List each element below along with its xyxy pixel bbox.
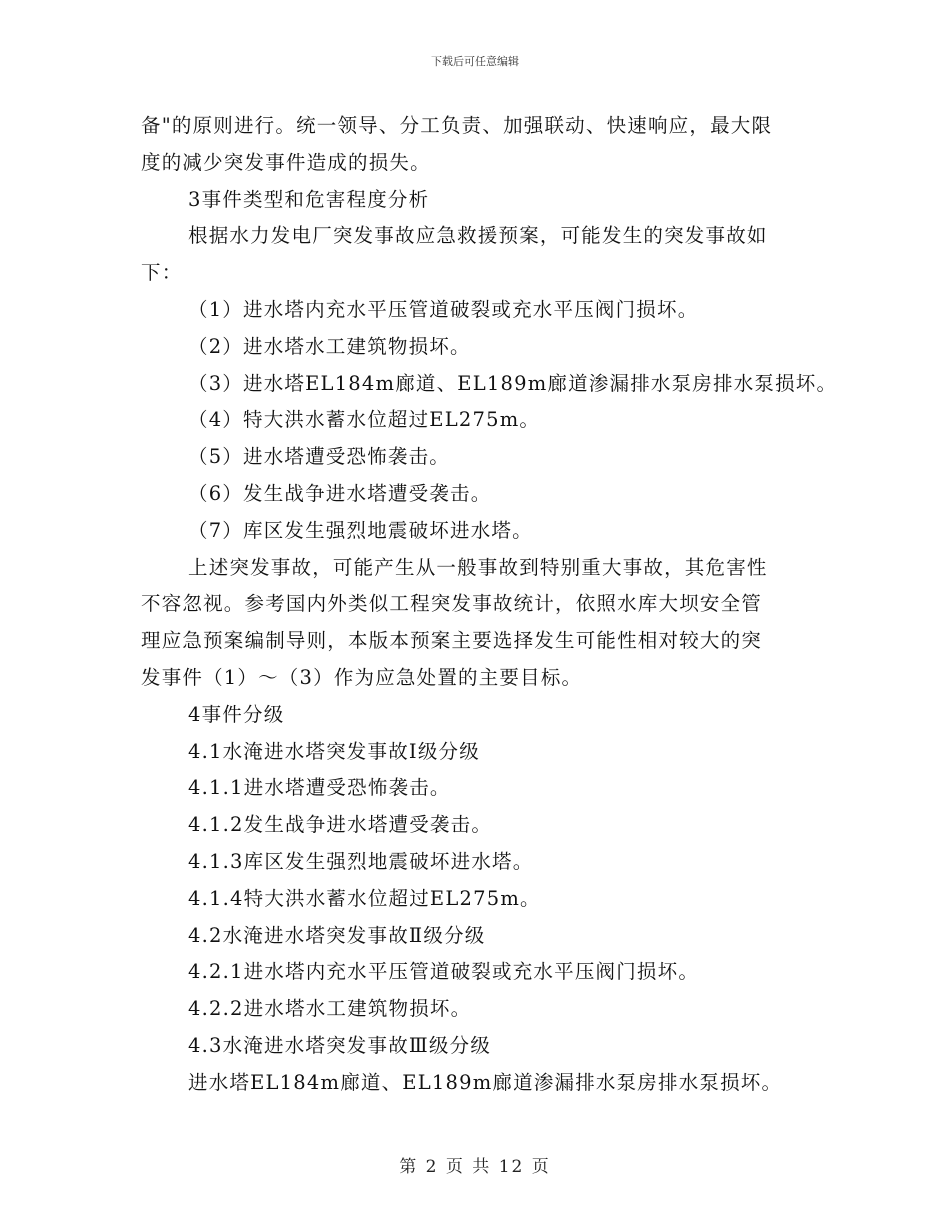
body-line: 理应急预案编制导则，本版本预案主要选择发生可能性相对较大的突 bbox=[141, 629, 763, 653]
subsection-item: 4.1.1进水塔遭受恐怖袭击。 bbox=[188, 776, 451, 800]
body-line: 备"的原则进行。统一领导、分工负责、加强联动、快速响应，最大限 bbox=[141, 114, 773, 137]
body-line: 上述突发事故，可能产生从一般事故到特别重大事故，其危害性 bbox=[188, 555, 768, 579]
section-heading: 4事件分级 bbox=[188, 702, 285, 726]
subsection-item: 4.1.4特大洪水蓄水位超过EL275m。 bbox=[188, 886, 541, 910]
subsection-item: 4.2.2进水塔水工建筑物损坏。 bbox=[188, 997, 472, 1021]
body-line: 下： bbox=[141, 261, 183, 285]
list-item: （3）进水塔EL184m廊道、EL189m廊道渗漏排水泵房排水泵损坏。 bbox=[188, 371, 838, 395]
section-heading: 3事件类型和危害程度分析 bbox=[188, 187, 430, 211]
subsection-heading: 4.1水淹进水塔突发事故Ⅰ级分级 bbox=[188, 739, 480, 763]
body-line: 发事件（1）～（3）作为应急处置的主要目标。 bbox=[141, 665, 583, 689]
list-item: （2）进水塔水工建筑物损坏。 bbox=[188, 334, 471, 358]
page-number: 第 2 页 共 12 页 bbox=[399, 1157, 551, 1177]
subsection-item: 4.1.2发生战争进水塔遭受袭击。 bbox=[188, 813, 493, 837]
body-line: 度的减少突发事件造成的损失。 bbox=[141, 150, 431, 174]
subsection-heading: 4.3水淹进水塔突发事故Ⅲ级分级 bbox=[188, 1033, 492, 1057]
subsection-item: 4.2.1进水塔内充水平压管道破裂或充水平压阀门损坏。 bbox=[188, 960, 700, 984]
page-header: 下载后可任意编辑 bbox=[431, 55, 519, 68]
body-line: 不容忽视。参考国内外类似工程突发事故统计，依照水库大坝安全管 bbox=[141, 592, 763, 616]
body-line: 根据水力发电厂突发事故应急救援预案，可能发生的突发事故如 bbox=[188, 224, 768, 248]
list-item: （4）特大洪水蓄水位超过EL275m。 bbox=[188, 408, 541, 432]
subsection-heading: 4.2水淹进水塔突发事故Ⅱ级分级 bbox=[188, 923, 486, 947]
document-body bbox=[141, 108, 838, 1102]
body-line: 进水塔EL184m廊道、EL189m廊道渗漏排水泵房排水泵损坏。 bbox=[188, 1070, 783, 1094]
subsection-item: 4.1.3库区发生强烈地震破坏进水塔。 bbox=[188, 849, 534, 873]
list-item: （1）进水塔内充水平压管道破裂或充水平压阀门损坏。 bbox=[188, 297, 699, 321]
list-item: （7）库区发生强烈地震破坏进水塔。 bbox=[188, 518, 533, 542]
list-item: （6）发生战争进水塔遭受袭击。 bbox=[188, 481, 492, 505]
list-item: （5）进水塔遭受恐怖袭击。 bbox=[188, 445, 451, 469]
